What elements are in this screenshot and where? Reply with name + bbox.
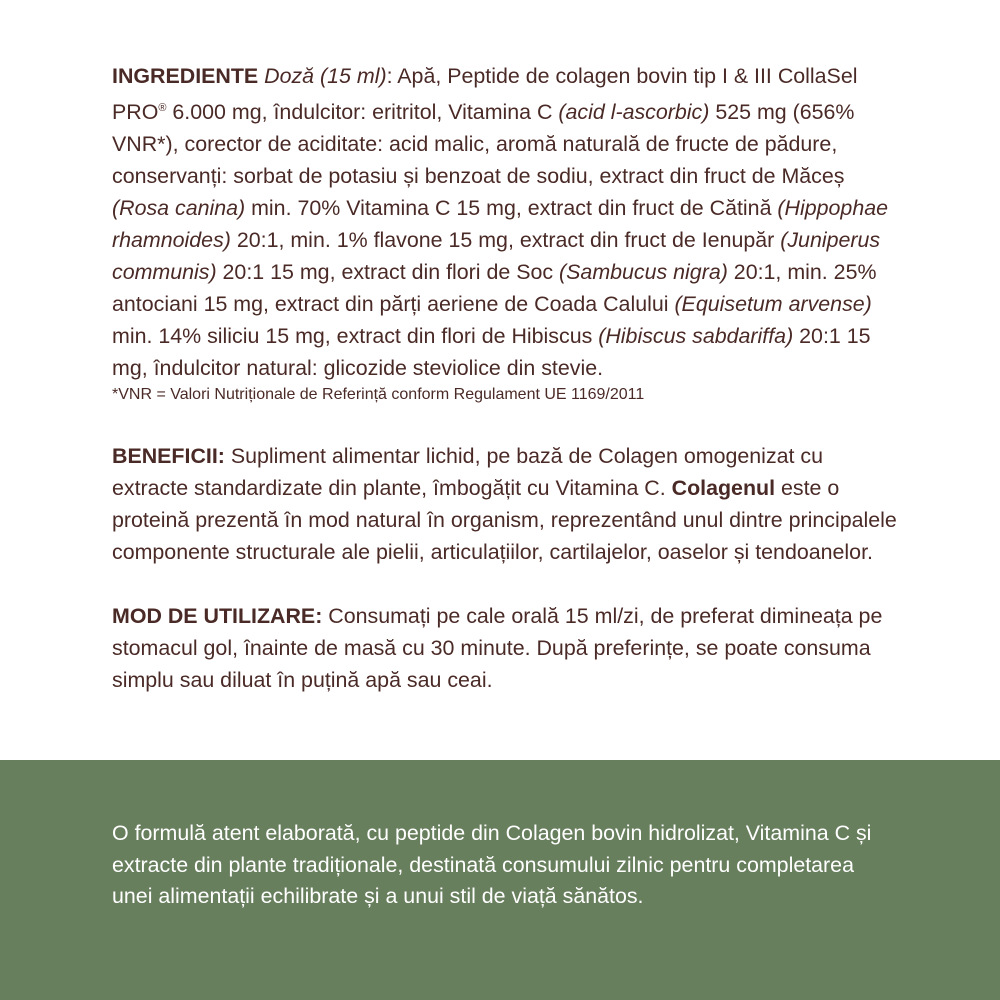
latin-name: (Sambucus nigra) [559, 260, 728, 285]
latin-name: (Hibiscus sabdariffa) [598, 324, 794, 349]
usage-section [112, 600, 902, 696]
text-run: min. 14% siliciu 15 mg, extract din flori de Hibiscus [112, 324, 599, 349]
text-run: 6.000 mg, îndulcitor: eritritol, Vitamina C [166, 100, 559, 125]
text-run: : Apă, Peptide de colagen bovin tip I & III CollaSel PRO [112, 64, 858, 125]
usage-text: Consumați pe cale orală 15 ml/zi, de preferat dimineața pe stomacul gol, înainte de masă cu 30 minute. După preferințe, se poate consuma simplu sau diluat în puțină apă sau ceai. [112, 604, 883, 693]
text-run: 525 mg (656% VNR*), corector de aciditate: acid malic, aromă naturală de fructe de pădure, conservanți: sorbat de potasiu și benzoat de sodiu, extract din fruct de Măceș [112, 100, 855, 189]
registered-mark: ® [158, 102, 167, 114]
text-run: 20:1 15 mg, extract din flori de Soc [216, 260, 560, 285]
dose-label: Doză (15 ml) [264, 64, 387, 88]
benefits-heading: BENEFICII: [112, 444, 225, 469]
text-run: min. 70% Vitamina C 15 mg, extract din fruct de Cătină [245, 196, 778, 221]
product-claim: O formulă atent elaborată, cu peptide din Colagen bovin hidrolizat, Vitamina C și extracte din plante tradiționale, destinată consumului zilnic pentru completarea unei alimentații echilibrate și a unui stil de viață sănătos. [112, 821, 872, 908]
text-run: 20:1, min. 1% flavone 15 mg, extract din fruct de Ienupăr [230, 228, 781, 253]
text-run: este o proteină prezentă în mod natural în organism, reprezentând unul dintre principalele componente structurale ale pielii, articulațiilor, cartilajelor, oaselor și tendoanelor. [112, 476, 897, 565]
usage-heading: MOD DE UTILIZARE: [112, 604, 323, 629]
ingredients-list [112, 64, 888, 380]
text-run: Supliment alimentar lichid, pe bază de Colagen omogenizat cu extracte standardizate din plante, îmbogățit cu Vitamina C. [112, 444, 824, 501]
benefits-text [112, 444, 897, 564]
latin-name: (Rosa canina) [112, 196, 246, 221]
ingredients-section [112, 60, 902, 384]
text-run: 20:1 15 mg, îndulcitor natural: glicozide steviolice din stevie. [112, 324, 871, 381]
vnr-footnote: *VNR = Valori Nutriționale de Referință conform Regulament UE 1169/2011 [112, 386, 645, 404]
benefits-section [112, 440, 902, 568]
emphasis-text: Colagenul [671, 476, 776, 501]
ingredients-heading: INGREDIENTE [112, 64, 259, 88]
latin-name: (Hippophae rhamnoides) [112, 196, 889, 253]
label-text-block [112, 60, 902, 696]
text-run: 20:1, min. 25% antociani 15 mg, extract din părți aeriene de Coada Calului [112, 260, 877, 317]
latin-name: (acid l-ascorbic) [558, 100, 710, 125]
claim-band [0, 760, 1000, 1000]
latin-name: (Equisetum arvense) [674, 292, 872, 317]
latin-name: (Juniperus communis) [112, 228, 881, 285]
